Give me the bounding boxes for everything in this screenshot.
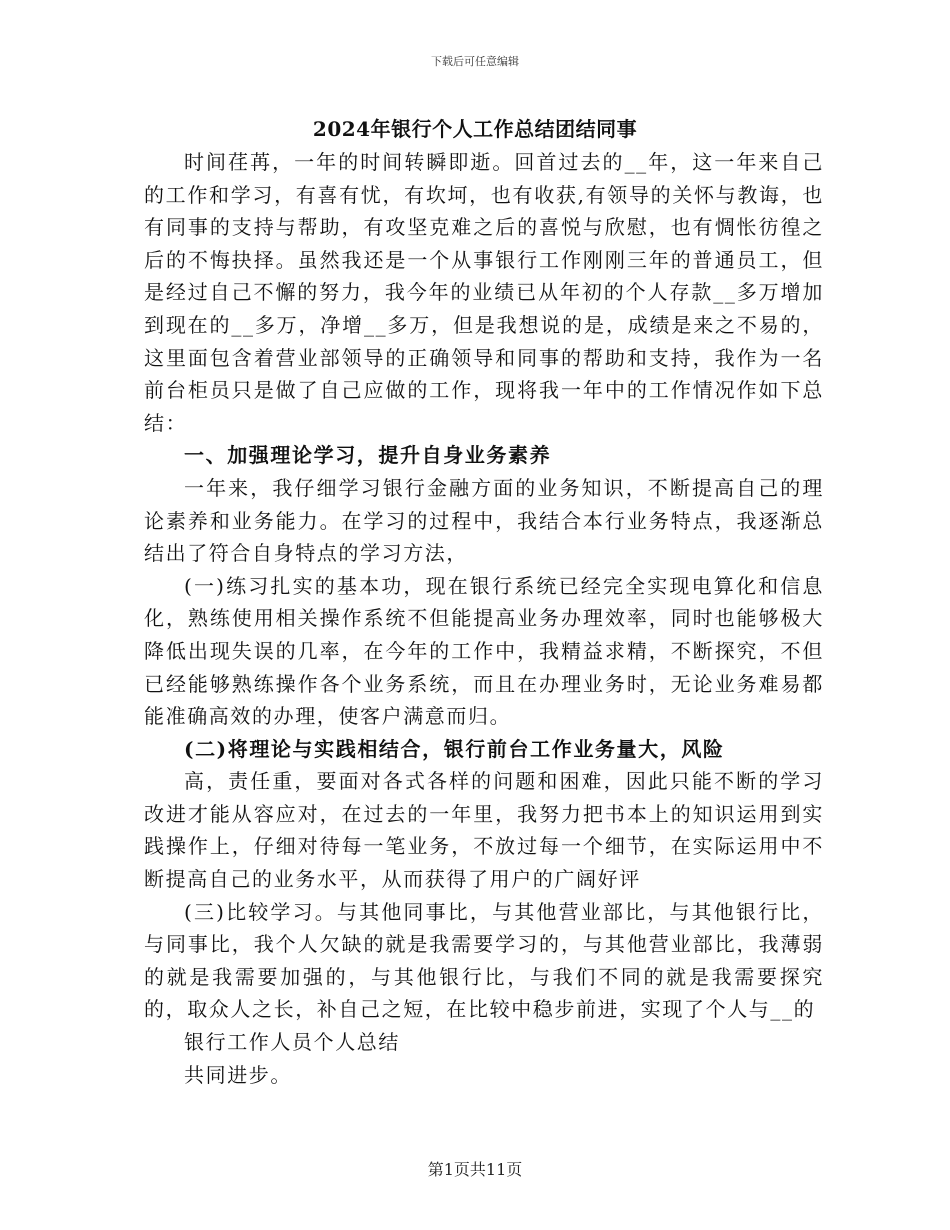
item-3-paragraph: (三)比较学习。与其他同事比，与其他营业部比，与其他银行比，与同事比，我个人欠缺的就是我需要学习的，与其他营业部比，我薄弱的就是我需要加强的，与其他银行比，与我们不同的就是我需要探究的，取众人之长，补自己之短，在比较中稳步前进，实现了个人与__的 xyxy=(144,899,824,1022)
page-number: 第1页共11页 xyxy=(427,1160,523,1179)
section-heading-1: 一、加强理论学习，提升自身业务素养 xyxy=(184,443,552,468)
item-1-paragraph: (一)练习扎实的基本功，现在银行系统已经完全实现电算化和信息化，熟练使用相关操作系统不但能提高业务办理效率，同时也能够极大降低出现失误的几率，在今年的工作中，我精益求精，不断探究，不但已经能够熟练操作各个业务系统，而且在办理业务时，无论业务难易都能准确高效的办理，使客户满意而归。 xyxy=(144,573,824,729)
summary-label-line: 银行工作人员个人总结 xyxy=(184,1030,400,1055)
page-header-note: 下载后可任意编辑 xyxy=(431,55,519,68)
document-title: 2024年银行个人工作总结团结同事 xyxy=(312,117,638,141)
intro-paragraph: 时间荏苒，一年的时间转瞬即逝。回首过去的__年，这一年来自己的工作和学习，有喜有忧，有坎坷，也有收获,有领导的关怀与教诲，也有同事的支持与帮助，有攻坚克难之后的喜悦与欣慰，也有惆怅彷徨之后的不悔抉择。虽然我还是一个从事银行工作刚刚三年的普通员工，但是经过自己不懈的努力，我今年的业绩已从年初的个人存款__多万增加到现在的__多万，净增__多万，但是我想说的是，成绩是来之不易的，这里面包含着营业部领导的正确领导和同事的帮助和支持，我作为一名前台柜员只是做了自己应做的工作，现将我一年中的工作情况作如下总结： xyxy=(144,150,824,435)
closing-line: 共同进步。 xyxy=(184,1062,292,1087)
document-body xyxy=(144,146,824,1091)
study-paragraph: 一年来，我仔细学习银行金融方面的业务知识，不断提高自己的理论素养和业务能力。在学习的过程中，我结合本行业务特点，我逐渐总结出了符合自身特点的学习方法， xyxy=(144,475,824,566)
item-2-heading: (二)将理论与实践相结合，银行前台工作业务量大，风险 xyxy=(184,736,725,761)
item-2-paragraph: 高，责任重，要面对各式各样的问题和困难，因此只能不断的学习改进才能从容应对，在过去的一年里，我努力把书本上的知识运用到实践操作上，仔细对待每一笔业务，不放过每一个细节，在实际运用中不断提高自己的业务水平，从而获得了用户的广阔好评 xyxy=(144,769,824,892)
